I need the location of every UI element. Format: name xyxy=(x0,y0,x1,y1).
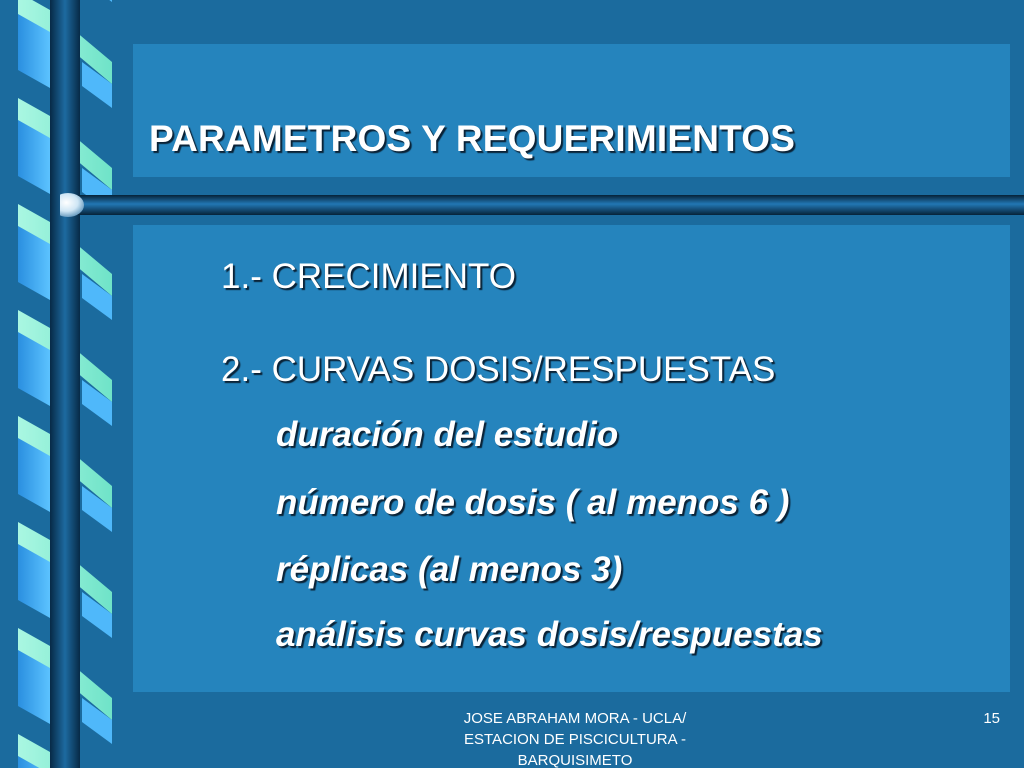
page-title: PARAMETROS Y REQUERIMIENTOS xyxy=(149,118,796,159)
list-item-curvas: 2.- CURVAS DOSIS/RESPUESTAS xyxy=(221,350,776,389)
list-item-crecimiento: 1.- CRECIMIENTO xyxy=(221,257,516,296)
sub-item-replicas: réplicas (al menos 3) xyxy=(276,550,623,589)
footer-line: JOSE ABRAHAM MORA - UCLA/ xyxy=(463,710,687,727)
sub-item-analisis: análisis curvas dosis/respuestas xyxy=(276,615,823,654)
footer-line: BARQUISIMETO xyxy=(517,752,633,768)
content-panel xyxy=(133,225,1010,692)
sub-item-numero-dosis: número de dosis ( al menos 6 ) xyxy=(276,483,790,522)
sub-item-duracion: duración del estudio xyxy=(276,415,619,454)
vertical-rod xyxy=(50,0,80,768)
twisted-ribbon-decoration xyxy=(0,0,120,768)
title-panel xyxy=(133,44,1010,177)
footer-line: ESTACION DE PISCICULTURA - xyxy=(464,731,686,748)
footer-author xyxy=(430,708,720,768)
horizontal-rod-divider xyxy=(60,192,1024,218)
slide-number: 15 xyxy=(983,710,1000,727)
